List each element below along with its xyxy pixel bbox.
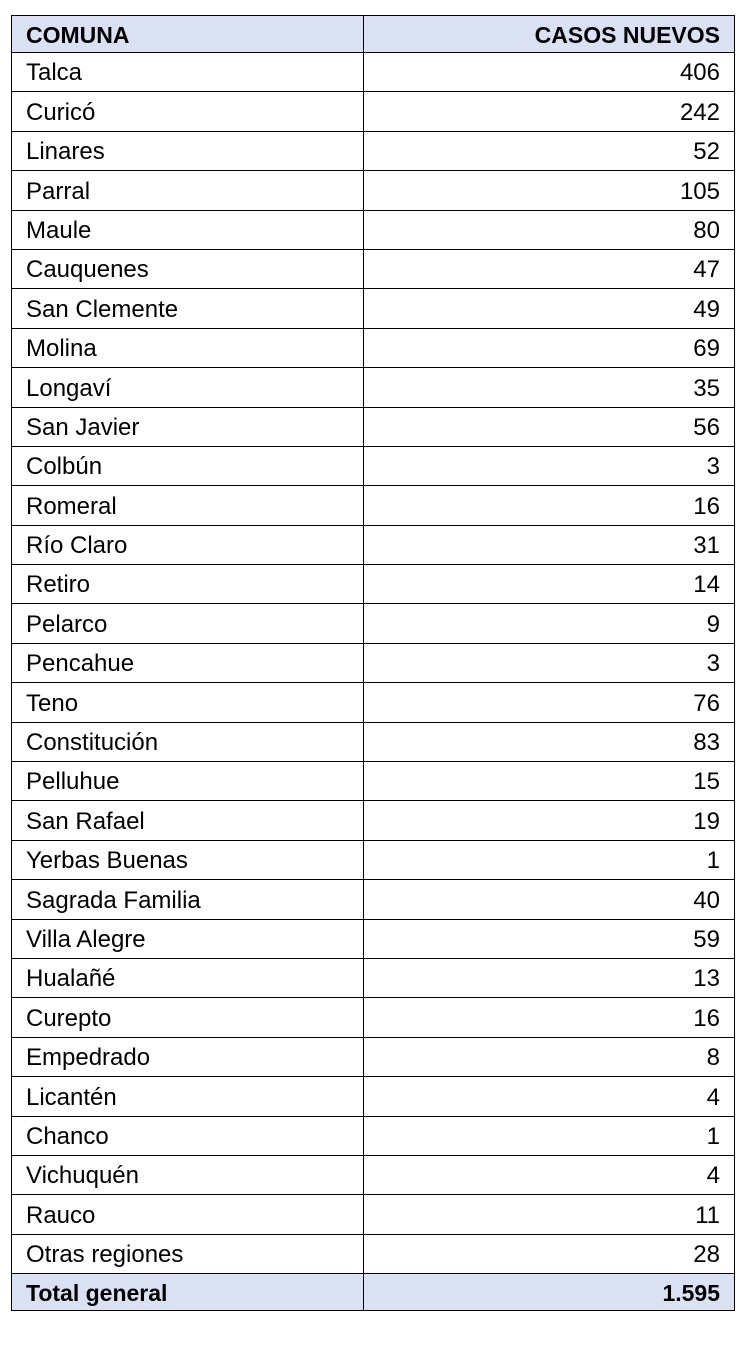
new-cases-cell: 59 <box>364 919 735 958</box>
new-cases-cell: 80 <box>364 210 735 249</box>
commune-name-cell: Vichuquén <box>12 1155 364 1194</box>
table-row <box>12 840 735 879</box>
table-row <box>12 1195 735 1234</box>
new-cases-cell: 406 <box>364 53 735 92</box>
new-cases-cell: 16 <box>364 998 735 1037</box>
commune-name-cell: Hualañé <box>12 958 364 997</box>
table-row <box>12 210 735 249</box>
new-cases-cell: 16 <box>364 486 735 525</box>
commune-name-cell: Chanco <box>12 1116 364 1155</box>
commune-name-cell: Cauquenes <box>12 249 364 288</box>
table-row <box>12 407 735 446</box>
commune-name-cell: Curepto <box>12 998 364 1037</box>
commune-name-cell: Linares <box>12 131 364 170</box>
table-row <box>12 446 735 485</box>
header-commune: COMUNA <box>12 16 364 53</box>
new-cases-cell: 3 <box>364 643 735 682</box>
commune-name-cell: Yerbas Buenas <box>12 840 364 879</box>
commune-name-cell: Río Claro <box>12 525 364 564</box>
cases-by-commune-table <box>11 15 735 1311</box>
new-cases-cell: 8 <box>364 1037 735 1076</box>
table-row <box>12 92 735 131</box>
new-cases-cell: 1 <box>364 840 735 879</box>
new-cases-cell: 4 <box>364 1155 735 1194</box>
commune-name-cell: Talca <box>12 53 364 92</box>
commune-name-cell: Pelluhue <box>12 762 364 801</box>
table-row <box>12 1116 735 1155</box>
table-row <box>12 643 735 682</box>
commune-name-cell: Teno <box>12 683 364 722</box>
commune-name-cell: Otras regiones <box>12 1234 364 1273</box>
total-label: Total general <box>12 1274 364 1311</box>
table-row <box>12 958 735 997</box>
table-row <box>12 368 735 407</box>
new-cases-cell: 31 <box>364 525 735 564</box>
total-value: 1.595 <box>364 1274 735 1311</box>
new-cases-cell: 14 <box>364 565 735 604</box>
new-cases-cell: 83 <box>364 722 735 761</box>
new-cases-cell: 76 <box>364 683 735 722</box>
table-row <box>12 801 735 840</box>
table-row <box>12 53 735 92</box>
table-row <box>12 249 735 288</box>
commune-name-cell: Colbún <box>12 446 364 485</box>
commune-name-cell: Curicó <box>12 92 364 131</box>
new-cases-cell: 1 <box>364 1116 735 1155</box>
table-row <box>12 683 735 722</box>
table-row <box>12 880 735 919</box>
new-cases-cell: 3 <box>364 446 735 485</box>
table-row <box>12 289 735 328</box>
table-row <box>12 486 735 525</box>
new-cases-cell: 52 <box>364 131 735 170</box>
table-row <box>12 131 735 170</box>
table-row <box>12 1155 735 1194</box>
table-row <box>12 762 735 801</box>
new-cases-cell: 105 <box>364 171 735 210</box>
table-body <box>12 53 735 1274</box>
new-cases-cell: 19 <box>364 801 735 840</box>
commune-name-cell: Molina <box>12 328 364 367</box>
new-cases-cell: 4 <box>364 1077 735 1116</box>
table-row <box>12 1037 735 1076</box>
commune-name-cell: Parral <box>12 171 364 210</box>
commune-name-cell: Pelarco <box>12 604 364 643</box>
new-cases-cell: 242 <box>364 92 735 131</box>
commune-name-cell: Retiro <box>12 565 364 604</box>
table-row <box>12 525 735 564</box>
table-row <box>12 998 735 1037</box>
commune-name-cell: Rauco <box>12 1195 364 1234</box>
header-new-cases: CASOS NUEVOS <box>364 16 735 53</box>
table-row <box>12 328 735 367</box>
commune-name-cell: San Clemente <box>12 289 364 328</box>
new-cases-cell: 49 <box>364 289 735 328</box>
commune-name-cell: Empedrado <box>12 1037 364 1076</box>
new-cases-cell: 9 <box>364 604 735 643</box>
table-row <box>12 171 735 210</box>
new-cases-cell: 13 <box>364 958 735 997</box>
table-row <box>12 919 735 958</box>
new-cases-cell: 47 <box>364 249 735 288</box>
new-cases-cell: 40 <box>364 880 735 919</box>
table-total-row <box>12 1274 735 1311</box>
new-cases-cell: 56 <box>364 407 735 446</box>
commune-name-cell: San Rafael <box>12 801 364 840</box>
commune-name-cell: Villa Alegre <box>12 919 364 958</box>
table-row <box>12 604 735 643</box>
table-row <box>12 722 735 761</box>
new-cases-cell: 15 <box>364 762 735 801</box>
cases-table-container <box>11 15 734 1311</box>
table-header-row <box>12 16 735 53</box>
commune-name-cell: San Javier <box>12 407 364 446</box>
new-cases-cell: 35 <box>364 368 735 407</box>
table-row <box>12 565 735 604</box>
commune-name-cell: Longaví <box>12 368 364 407</box>
new-cases-cell: 69 <box>364 328 735 367</box>
new-cases-cell: 11 <box>364 1195 735 1234</box>
commune-name-cell: Constitución <box>12 722 364 761</box>
commune-name-cell: Licantén <box>12 1077 364 1116</box>
commune-name-cell: Sagrada Familia <box>12 880 364 919</box>
commune-name-cell: Pencahue <box>12 643 364 682</box>
commune-name-cell: Romeral <box>12 486 364 525</box>
commune-name-cell: Maule <box>12 210 364 249</box>
table-row <box>12 1077 735 1116</box>
table-row <box>12 1234 735 1273</box>
new-cases-cell: 28 <box>364 1234 735 1273</box>
